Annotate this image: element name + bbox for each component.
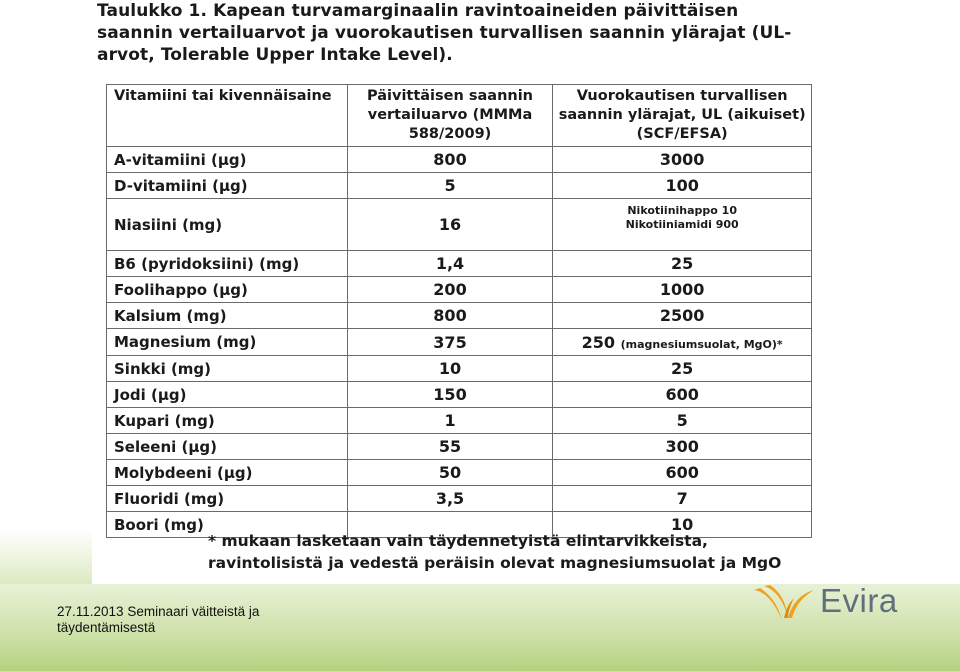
upper-limit-value: 100 — [553, 173, 812, 199]
table-row — [107, 434, 812, 460]
upper-limit-line: Nikotiinihappo 10 — [627, 204, 737, 217]
upper-limit-value: 2500 — [553, 303, 812, 329]
reference-value: 375 — [347, 329, 553, 356]
nutrient-name: Seleeni (µg) — [107, 434, 348, 460]
upper-limit-value — [553, 199, 812, 251]
footer-date-caption: 27.11.2013 Seminaari väitteistä ja täydentämisestä — [57, 604, 260, 635]
table-row — [107, 460, 812, 486]
table-row — [107, 356, 812, 382]
header-nutrient: Vitamiini tai kivennäisaine — [107, 85, 348, 147]
nutrient-name: Kalsium (mg) — [107, 303, 348, 329]
upper-limit-value: 600 — [553, 382, 812, 408]
upper-limit-value: 1000 — [553, 277, 812, 303]
reference-value: 800 — [347, 147, 553, 173]
nutrient-name: Niasiini (mg) — [107, 199, 348, 251]
nutrient-name: Kupari (mg) — [107, 408, 348, 434]
nutrient-name: Magnesium (mg) — [107, 329, 348, 356]
table-row — [107, 486, 812, 512]
reference-value: 55 — [347, 434, 553, 460]
nutrient-name: Jodi (µg) — [107, 382, 348, 408]
upper-limit-number: 250 — [581, 332, 616, 352]
table-row — [107, 251, 812, 277]
table-header-row — [107, 85, 812, 147]
table-row — [107, 408, 812, 434]
upper-limit-note: (magnesiumsuolat, MgO)* — [620, 337, 783, 351]
upper-limit-value: 7 — [553, 486, 812, 512]
table-title: Taulukko 1. Kapean turvamarginaalin ravintoaineiden päivittäisen saannin vertailuarvot ja vuorokautisen turvallisen saannin ylärajat (UL-arvot, Tolerable Upper Intake Level). — [97, 1, 792, 65]
nutrient-name: Molybdeeni (µg) — [107, 460, 348, 486]
upper-limit-value: 10 — [553, 512, 812, 538]
table-row — [107, 277, 812, 303]
upper-limit-value: 3000 — [553, 147, 812, 173]
upper-limit-value: 25 — [553, 251, 812, 277]
reference-value: 3,5 — [347, 486, 553, 512]
header-upper-limit: Vuorokautisen turvallisen saannin ylärajat, UL (aikuiset) (SCF/EFSA) — [553, 85, 812, 147]
reference-value: 10 — [347, 356, 553, 382]
reference-value: 1,4 — [347, 251, 553, 277]
upper-limit-value: 600 — [553, 460, 812, 486]
header-reference-value: Päivittäisen saannin vertailuarvo (MMMa 588/2009) — [347, 85, 553, 147]
background-gradient-left — [0, 530, 92, 590]
reference-value: 800 — [347, 303, 553, 329]
reference-value: 50 — [347, 460, 553, 486]
reference-value: 5 — [347, 173, 553, 199]
nutrient-name: B6 (pyridoksiini) (mg) — [107, 251, 348, 277]
table-row — [107, 173, 812, 199]
table-row — [107, 147, 812, 173]
reference-value: 16 — [347, 199, 553, 251]
nutrient-table — [106, 84, 812, 538]
upper-limit-line: Nikotiiniamidi 900 — [625, 218, 739, 231]
evira-logo-icon — [754, 585, 814, 620]
reference-value: 150 — [347, 382, 553, 408]
table-row — [107, 199, 812, 251]
nutrient-name: Sinkki (mg) — [107, 356, 348, 382]
nutrient-name: Fluoridi (mg) — [107, 486, 348, 512]
upper-limit-value: 300 — [553, 434, 812, 460]
upper-limit-value: 25 — [553, 356, 812, 382]
nutrient-name: D-vitamiini (µg) — [107, 173, 348, 199]
nutrient-name: A-vitamiini (µg) — [107, 147, 348, 173]
upper-limit-value: 5 — [553, 408, 812, 434]
reference-value: 1 — [347, 408, 553, 434]
reference-value: 200 — [347, 277, 553, 303]
nutrient-name: Boori (mg) — [107, 512, 348, 538]
evira-logo-text: Evira — [820, 582, 898, 619]
table-footnote: * mukaan lasketaan vain täydennetyistä elintarvikkeista, ravintolisistä ja vedestä peräisin olevat magnesiumsuolat ja MgO — [208, 532, 782, 572]
upper-limit-value — [553, 329, 812, 356]
table-row — [107, 329, 812, 356]
nutrient-name: Foolihappo (µg) — [107, 277, 348, 303]
table-row — [107, 382, 812, 408]
table-row — [107, 303, 812, 329]
